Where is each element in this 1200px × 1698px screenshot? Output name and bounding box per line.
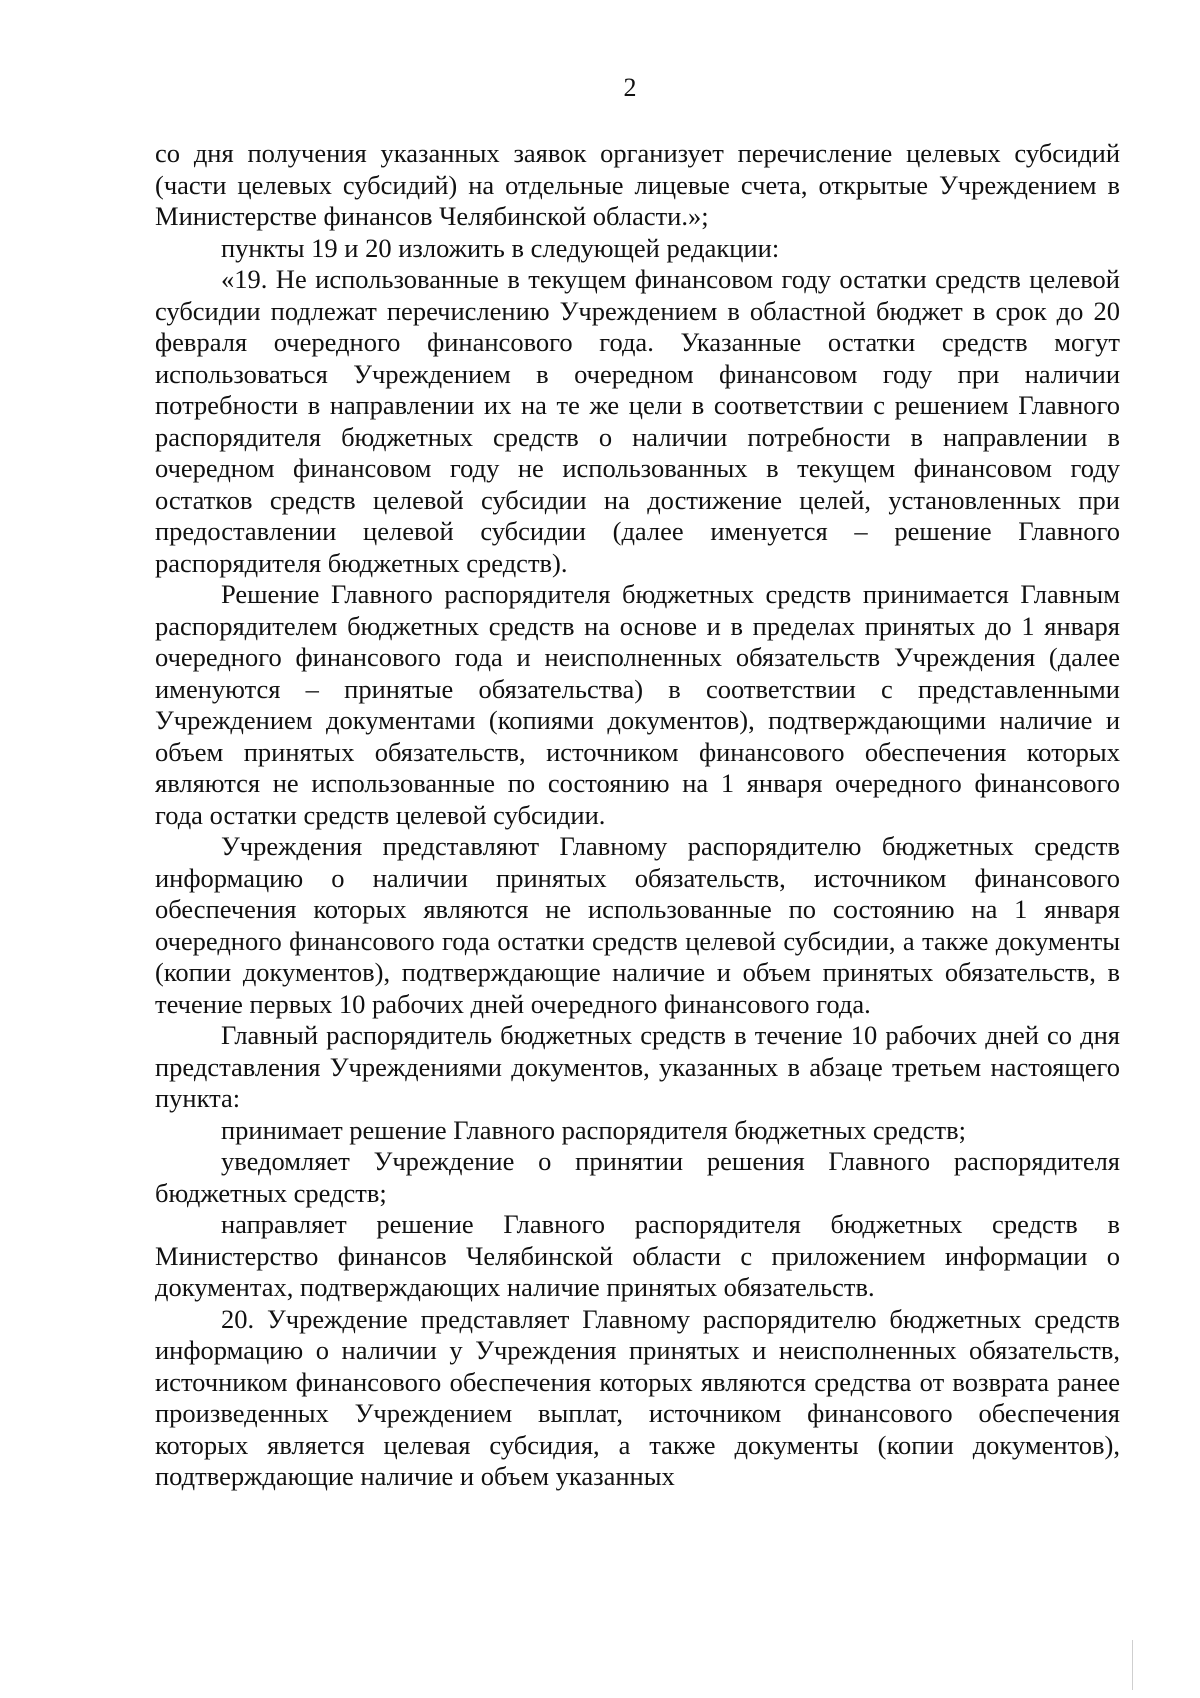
paragraph-point-20: 20. Учреждение представляет Главному распорядителю бюджетных средств информацию о наличии у Учреждения принятых и неисполненных обязательств, источником финансового обеспечения которых являются средства от возврата ранее произведенных Учреждением выплат, источником финансового обеспечения которых является целевая субсидия, а также документы (копии документов), подтверждающие наличие и объем указанных (155, 1303, 1120, 1491)
paragraph-duty-decide: принимает решение Главного распорядителя бюджетных средств; (221, 1114, 966, 1145)
paragraph-amendment-intro: пункты 19 и 20 изложить в следующей редакции: (221, 232, 780, 263)
paragraph-institutions-report: Учреждения представляют Главному распорядителю бюджетных средств информацию о наличии принятых обязательств, источником финансового обеспечения которых являются не использованные по состоянию на 1 января очередного финансового года остатки средств целевой субсидии, а также документы (копии документов), подтверждающие наличие и объем принятых обязательств, в течение первых 10 рабочих дней очередного финансового года. (155, 831, 1120, 1019)
paragraph-continuation: со дня получения указанных заявок организует перечисление целевых субсидий (части целевых субсидий) на отдельные лицевые счета, открытые Учреждением в Министерстве финансов Челябинской области.»; (155, 138, 1120, 231)
paragraph-main-manager-duties: Главный распорядитель бюджетных средств в течение 10 рабочих дней со дня представления Учреждениями документов, указанных в абзаце третьем настоящего пункта: (155, 1020, 1120, 1113)
paragraph-duty-send: направляет решение Главного распорядителя бюджетных средств в Министерство финансов Челябинской области с приложением информации о документах, подтверждающих наличие принятых обязательств. (155, 1209, 1120, 1302)
paragraph-point-19: «19. Не использованные в текущем финансовом году остатки средств целевой субсидии подлежат перечислению Учреждением в областной бюджет в срок до 20 февраля очередного финансового года. Указанные остатки средств могут использоваться Учреждением в очередном финансовом году при наличии потребности в направлении их на те же цели в соответствии с решением Главного распорядителя бюджетных средств о наличии потребности в направлении в очередном финансовом году не использованных в текущем финансовом году остатков средств целевой субсидии на достижение целей, установленных при предоставлении целевой субсидии (далее именуется – решение Главного распорядителя бюджетных средств). (155, 264, 1120, 578)
scan-edge-mark (1132, 1640, 1133, 1690)
document-body (155, 138, 1120, 1493)
page-number: 2 (623, 73, 637, 102)
paragraph-duty-notify: уведомляет Учреждение о принятии решения Главного распорядителя бюджетных средств; (155, 1146, 1120, 1208)
paragraph-decision: Решение Главного распорядителя бюджетных средств принимается Главным распорядителем бюджетных средств на основе и в пределах принятых до 1 января очередного финансового года и неисполненных обязательств Учреждения (далее именуются – принятые обязательства) в соответствии с представленными Учреждением документами (копиями документов), подтверждающими наличие и объем принятых обязательств, источником финансового обеспечения которых являются не использованные по состоянию на 1 января очередного финансового года остатки средств целевой субсидии. (155, 579, 1120, 830)
